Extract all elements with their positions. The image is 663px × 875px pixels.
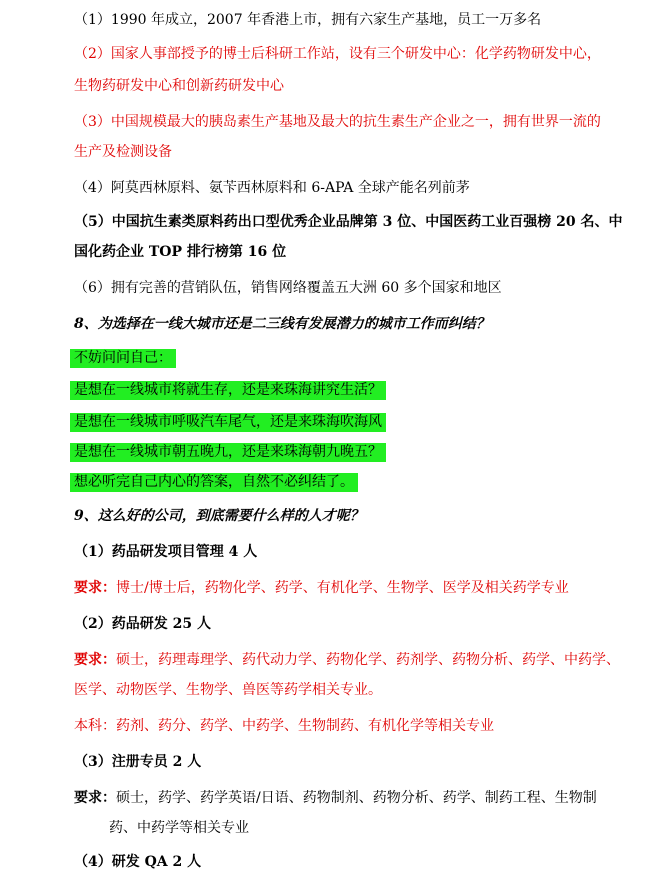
advantage-item-3-line-2: 生产及检测设备 xyxy=(74,144,172,160)
q8-line-4 xyxy=(74,442,386,462)
job-3-req-label: 要求： xyxy=(74,790,116,806)
q8-highlight-2: 是想在一线城市将就生存，还是来珠海讲究生活？ xyxy=(70,381,386,400)
job-2-title: （2）药品研发 25 人 xyxy=(74,616,211,632)
job-2-undergrad: 本科：药剂、药分、药学、中药学、生物制药、有机化学等相关专业 xyxy=(74,718,494,734)
job-1-req-text: 博士/博士后，药物化学、药学、有机化学、生物学、医学及相关药学专业 xyxy=(116,580,569,596)
q8-heading: 8、为选择在一线大城市还是二三线有发展潜力的城市工作而纠结？ xyxy=(74,316,490,332)
advantage-item-6: （6）拥有完善的营销队伍，销售网络覆盖五大洲 60 多个国家和地区 xyxy=(74,280,502,296)
job-2-req-text-1: 硕士，药理毒理学、药代动力学、药物化学、药剂学、药物分析、药学、中药学、 xyxy=(116,652,620,668)
advantage-item-5-line-1: （5）中国抗生素类原料药出口型优秀企业品牌第 3 位、中国医药工业百强榜 20 名、中 xyxy=(74,214,623,230)
job-2-requirement-line-2: 医学、动物医学、生物学、兽医等药学相关专业。 xyxy=(74,682,382,698)
job-1-requirement xyxy=(74,578,569,598)
job-4-title: （4）研发 QA 2 人 xyxy=(74,854,202,870)
advantage-item-5-line-2: 国化药企业 TOP 排行榜第 16 位 xyxy=(74,244,287,260)
q8-highlight-5: 想必听完自己内心的答案，自然不必纠结了。 xyxy=(70,473,358,492)
q9-heading: 9、这么好的公司，到底需要什么样的人才呢？ xyxy=(74,508,364,524)
q8-highlight-4: 是想在一线城市朝五晚九，还是来珠海朝九晚五？ xyxy=(70,443,386,462)
q8-line-2 xyxy=(74,380,386,400)
advantage-item-2-line-1: （2）国家人事部授予的博士后科研工作站，设有三个研发中心：化学药物研发中心， xyxy=(74,46,601,62)
job-3-requirement-line-1 xyxy=(74,788,597,808)
advantage-item-3-line-1: （3）中国规模最大的胰岛素生产基地及最大的抗生素生产企业之一，拥有世界一流的 xyxy=(74,114,601,130)
job-1-req-label: 要求： xyxy=(74,580,116,596)
job-3-req-text-1: 硕士，药学、药学英语/日语、药物制剂、药物分析、药学、制药工程、生物制 xyxy=(116,790,597,806)
q8-line-1 xyxy=(74,348,176,368)
q8-highlight-1: 不妨问问自己： xyxy=(70,349,176,368)
job-3-title: （3）注册专员 2 人 xyxy=(74,754,202,770)
q8-line-3 xyxy=(74,412,386,432)
job-3-requirement-line-2: 药、中药学等相关专业 xyxy=(109,820,249,836)
q8-highlight-3: 是想在一线城市呼吸汽车尾气，还是来珠海吹海风 xyxy=(70,413,386,432)
job-2-req-label: 要求： xyxy=(74,652,116,668)
job-1-title: （1）药品研发项目管理 4 人 xyxy=(74,544,258,560)
advantage-item-4: （4）阿莫西林原料、氨苄西林原料和 6-APA 全球产能名列前茅 xyxy=(74,180,470,196)
advantage-item-1: （1）1990 年成立，2007 年香港上市，拥有六家生产基地，员工一万多名 xyxy=(74,12,542,28)
advantage-item-2-line-2: 生物药研发中心和创新药研发中心 xyxy=(74,78,284,94)
job-2-requirement-line-1 xyxy=(74,650,620,670)
q8-line-5 xyxy=(74,472,358,492)
